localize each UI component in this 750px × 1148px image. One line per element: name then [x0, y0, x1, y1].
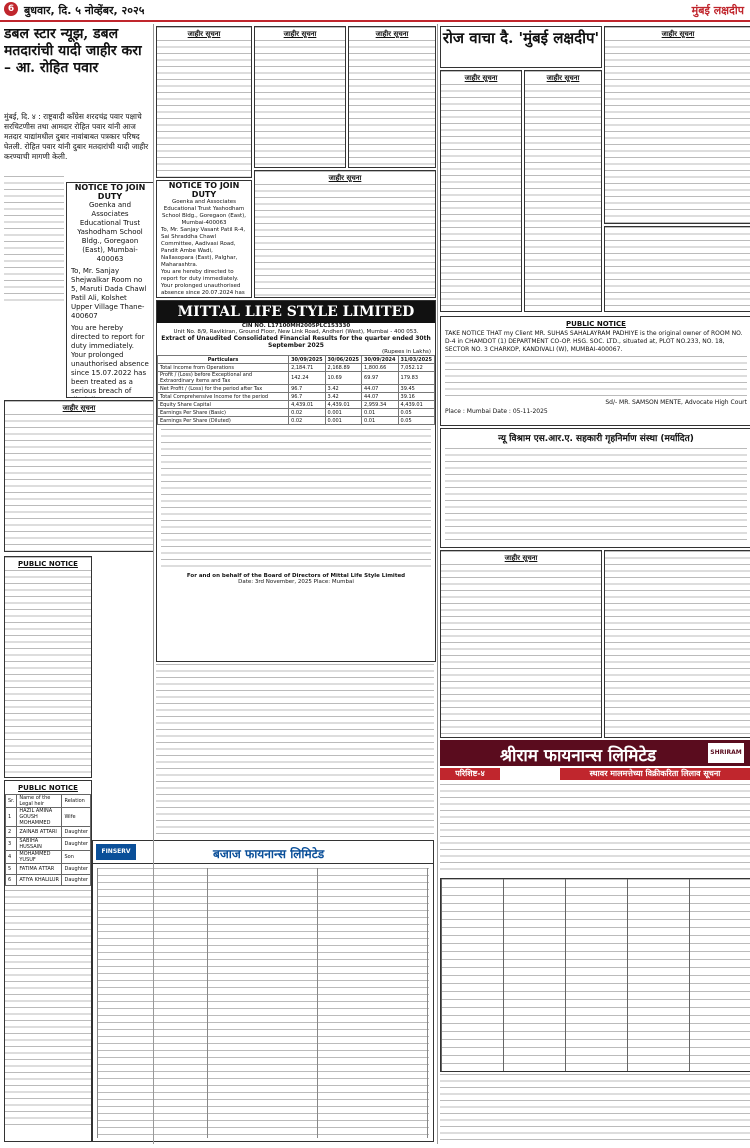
- notice-sign: Sd/- MR. SAMSON MENTE, Advocate High Court: [605, 399, 747, 406]
- shriram-footer-text: [440, 1074, 750, 1144]
- notice-to: To, Mr. Sanjay Vasant Patil R-4, Sai Shraddha Chawl Committee, Aadivasi Road, Pandit Ambe Wadi, Nallasopara (East), Palghar, Maharashtra.: [161, 227, 246, 268]
- column-rule: [437, 24, 438, 1144]
- society-name: न्यू विश्राम एस.आर.ए. सहकारी गृहनिर्माण संस्था (मर्यादित): [498, 434, 694, 444]
- page-header: [0, 0, 750, 22]
- mittal-cin: CIN NO. L17100MH2005PLC153330: [241, 323, 351, 329]
- notice-heading: PUBLIC NOTICE: [566, 320, 626, 328]
- public-notice-english-right: [440, 316, 750, 426]
- table-row: 6 ATIYA KHALILUR Daughter: [6, 875, 91, 886]
- public-notice-english-left: [4, 556, 92, 778]
- mittal-financial-results: [156, 300, 436, 662]
- notice-heading: जाहीर सूचना: [525, 74, 601, 83]
- mittal-unit: (Rupees in Lakhs): [382, 349, 431, 355]
- page-number: 6: [4, 2, 18, 16]
- mittal-notes: [161, 429, 431, 569]
- col-header: 30/09/2024: [362, 356, 398, 364]
- public-notice-marathi-6: [604, 26, 750, 224]
- public-notice-marathi-2: [156, 26, 252, 178]
- table-row: Earnings Per Share (Diluted) 0.02 0.001 0.01 0.05: [158, 417, 435, 425]
- shriram-notice-body: [440, 784, 750, 874]
- mittal-name: MITTAL LIFE STYLE LIMITED: [157, 301, 435, 323]
- shriram-notice-title: स्थावर मालमत्तेच्या विक्रीकरिता लिलाव सूचना: [560, 768, 750, 780]
- bajaj-logo-icon: FINSERV: [96, 844, 136, 860]
- bajaj-name: बजाज फायनान्स लिमिटेड: [213, 847, 325, 861]
- notice-heading: जाहीर सूचना: [157, 30, 251, 39]
- mittal-table: [157, 355, 435, 425]
- lead-headline: डबल स्टार न्यूझ, डबल मतदारांची यादी जाहीर करा – आ. रोहित पवार: [4, 26, 142, 76]
- public-notice-legal-heirs: [4, 780, 92, 1142]
- table-row: Net Profit / (Loss) for the period after Tax 96.7 3.42 44.07 39.45: [158, 385, 435, 393]
- table-row: Profit / (Loss) before Exceptional and Extraordinary items and Tax 142.24 10.69 69.97 179.83: [158, 372, 435, 385]
- notice-org: Goenka and Associates Educational Trust Yashodham School Bldg., Goregaon (East), Mumbai-400063: [161, 199, 247, 226]
- col-header: Sr.: [6, 795, 17, 808]
- col-header: 30/09/2025: [289, 356, 325, 364]
- public-notice-marathi-10: [604, 550, 750, 738]
- table-row: 1 HAZIL AMINA GOUSH MOHAMMED Wife: [6, 808, 91, 827]
- public-notice-marathi-9: [604, 226, 750, 312]
- notice-heading: जाहीर सूचना: [5, 404, 153, 413]
- public-notice-marathi-7: [440, 70, 522, 312]
- table-row: Equity Share Capital 4,439.01 4,439.01 2,959.34 4,439.01: [158, 401, 435, 409]
- lead-story: [4, 26, 152, 110]
- bajaj-header: [93, 841, 433, 864]
- shriram-header: [440, 740, 750, 766]
- header-date: बुधवार, दि. ५ नोव्हेंबर, २०२५: [24, 4, 145, 17]
- col-header: Particulars: [158, 356, 289, 364]
- notice-body-text: [5, 890, 91, 1130]
- column-rule: [153, 24, 154, 1144]
- lead-body-text: [4, 176, 64, 306]
- table-row: 3 SABIHA HUSSAIN Daughter: [6, 838, 91, 851]
- mittal-date: Date: 3rd November, 2025 Place: Mumbai: [238, 579, 354, 585]
- notice-title: NOTICE TO JOIN DUTY: [168, 181, 240, 199]
- notice-heading: PUBLIC NOTICE: [18, 784, 78, 792]
- shriram-name: श्रीराम फायनान्स लिमिटेड: [500, 746, 657, 766]
- notice-heading: जाहीर सूचना: [441, 554, 601, 563]
- notice-body-text: [445, 448, 747, 544]
- notice-title: NOTICE TO JOIN DUTY: [74, 183, 146, 201]
- notice-body: You are hereby directed to report for duty immediately. Your prolonged unauthorised absence since 20.07.2024 has: [161, 269, 245, 296]
- notice-join-duty-1: [66, 182, 154, 398]
- notice-join-duty-2: [156, 180, 252, 298]
- public-notice-marathi-4: [254, 170, 436, 298]
- table-row: 5 FATIMA ATTAR Daughter: [6, 864, 91, 875]
- public-notice-marathi-11: [440, 550, 602, 738]
- table-row: Total Comprehensive Income for the period 96.7 3.42 44.07 39.16: [158, 393, 435, 401]
- nu-vishram-notice: [440, 428, 750, 548]
- notice-org: Goenka and Associates Educational Trust Yashodham School Bldg., Goregaon (East), Mumbai-400063: [77, 201, 143, 263]
- table-row: Total Income from Operations 2,184.71 2,168.89 1,800.66 7,052.12: [158, 364, 435, 372]
- masthead-banner: [440, 26, 602, 68]
- table-grid: [441, 879, 750, 1071]
- bajaj-table: [97, 868, 429, 1138]
- notice-heading: जाहीर सूचना: [255, 174, 435, 183]
- lead-dateline: मुंबई, दि. ४ : राष्ट्रवादी काँग्रेस शरदचंद्र पवार पक्षाचे सरचिटणीस तथा आमदार रोहित पवार यांनी आज मतदार याद्यांमधील दुबार नावांबाबत पत्रकार परिषद घेतली. रोहित पवार यांनी दुबार मतदारांची यादी जाहीर करण्याची मागणी केली.: [4, 112, 149, 161]
- public-notice-marathi-1: [4, 400, 154, 552]
- notice-body: You are hereby directed to report for duty immediately. Your prolonged unauthorised absence since 15.07.2022 has been treated as a serious breach of: [71, 324, 149, 395]
- col-header: Name of the Legal heir: [17, 795, 62, 808]
- col-header: 30/06/2025: [325, 356, 361, 364]
- shriram-property-table: [440, 878, 750, 1072]
- col-header: 31/03/2025: [398, 356, 434, 364]
- notice-heading: PUBLIC NOTICE: [5, 560, 91, 568]
- notice-body-text: [445, 356, 747, 396]
- legal-heirs-table: [5, 794, 91, 886]
- bajaj-finance-notice: [92, 840, 434, 1142]
- notice-heading: जाहीर सूचना: [605, 30, 750, 39]
- notice-heading: जाहीर सूचना: [441, 74, 521, 83]
- notice-heading: जाहीर सूचना: [255, 30, 345, 39]
- col-header: Relation: [62, 795, 91, 808]
- public-notice-marathi-5: [348, 26, 436, 168]
- table-row: Earnings Per Share (Basic) 0.02 0.001 0.01 0.05: [158, 409, 435, 417]
- shriram-form-label: परिशिष्ट-४: [440, 768, 500, 780]
- header-section: मुंबई लक्षदीप: [691, 4, 744, 17]
- mittal-title: Extract of Unaudited Consolidated Financial Results for the quarter ended 30th September 2025: [161, 335, 431, 349]
- notice-to: To, Mr. Sanjay Shejwalkar Room no 5, Maruti Dada Chawl Patil Ali, Kolshet Upper Village Thane-400607: [71, 267, 147, 320]
- banner-text: रोज वाचा दै. 'मुंबई लक्षदीप': [442, 29, 600, 47]
- mittal-address: Unit No. 8/9, Ravikiran, Ground Floor, New Link Road, Andheri (West), Mumbai - 400 053.: [173, 329, 419, 335]
- mittal-footer: For and on behalf of the Board of Directors of Mittal Life Style Limited: [186, 573, 406, 579]
- notice-place: Place : Mumbai Date : 05-11-2025: [445, 408, 548, 415]
- shriram-logo-icon: SHRIRAM: [708, 743, 744, 763]
- public-notice-marathi-8: [524, 70, 602, 312]
- notice-body: TAKE NOTICE THAT my Client MR. SUHAS SAHALAYRAM PADHIYE is the original owner of ROOM NO. D-4 in CHAMDOT (1) DEPARTMENT CO-OP. HSG. SOC. LTD., situated at, PLOT NO.233, NO. 18, SECTOR NO. 3 CHARKOP, KANDIVALI (W), MUMBAI-400067.: [445, 330, 743, 353]
- notice-heading: जाहीर सूचना: [349, 30, 435, 39]
- public-notice-marathi-3: [254, 26, 346, 168]
- table-row: 2 ZAINAB ATTARI Daughter: [6, 827, 91, 838]
- mittal-supplementary-table: [156, 664, 434, 836]
- table-row: 4 MOHAMMED YUSUF Son: [6, 851, 91, 864]
